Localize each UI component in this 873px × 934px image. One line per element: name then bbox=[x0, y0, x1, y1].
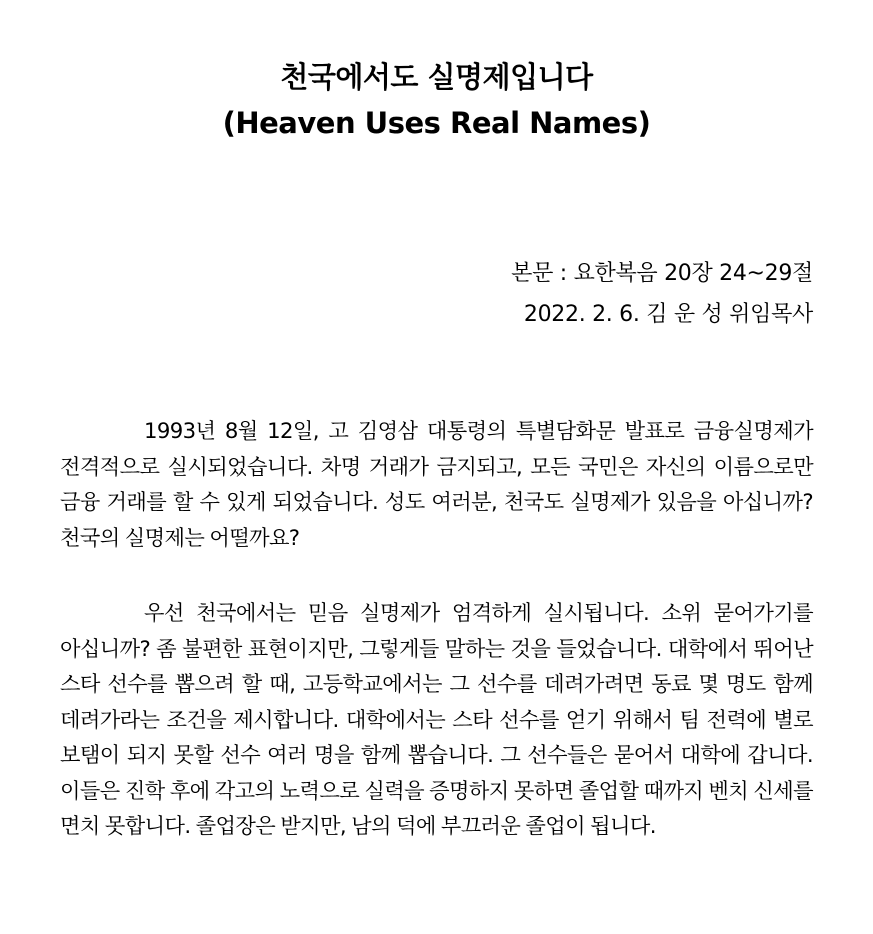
scripture-reference: 본문 : 요한복음 20장 24~29절 bbox=[511, 261, 813, 286]
body-paragraph: 1993년 8월 12일, 고 김영삼 대통령의 특별담화문 발표로 금융실명제가 전격적으로 실시되었습니다. 차명 거래가 금지되고, 모든 국민은 자신의 이름으로만 금융 거래를 할 수 있게 되었습니다. 성도 여러분, 천국도 실명제가 있음을 아십니까? 천국의 실명제는 어떨까요? bbox=[60, 418, 813, 550]
sermon-title: 천국에서도 실명제입니다 bbox=[280, 60, 593, 94]
date-and-author: 2022. 2. 6. 김 운 성 위임목사 bbox=[523, 302, 813, 327]
body-paragraph: 우선 천국에서는 믿음 실명제가 엄격하게 실시됩니다. 소위 묻어가기를 아십니까? 좀 불편한 표현이지만, 그렇게들 말하는 것을 들었습니다. 대학에서 뛰어난 스타 선수를 뽑으려 할 때, 고등학교에서는 그 선수를 데려가려면 동료 몇 명도 함께 데려가라는 조건을 제시합니다. 대학에서는 스타 선수를 얻기 위해서 팀 전력에 별로 보탬이 되지 못할 선수 여러 명을 함께 뽑습니다. 그 선수들은 묻어서 대학에 갑니다. 이들은 진학 후에 각고의 노력으로 실력을 증명하지 못하면 졸업할 때까지 벤치 신세를 면치 못합니다. 졸업장은 받지만, 남의 덕에 부끄러운 졸업이 됩니다. bbox=[60, 600, 813, 838]
sermon-title-english: (Heaven Uses Real Names) bbox=[222, 106, 651, 140]
